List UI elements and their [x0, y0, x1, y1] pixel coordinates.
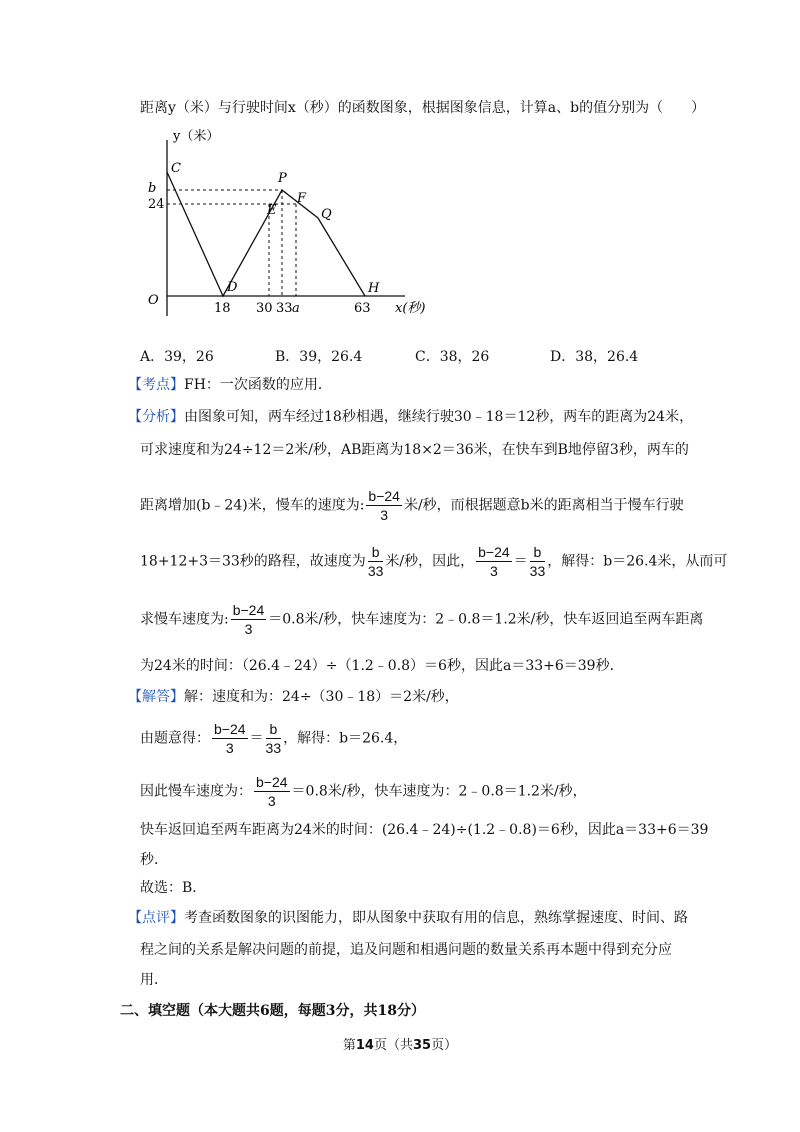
jieda-line-4: 快车返回追至两车距离为24米的时间：(26.4﹣24)÷(1.2﹣0.8)＝6秒，因此a＝33+6＝39: [140, 822, 709, 838]
fenxi-line-5: [140, 601, 703, 638]
jieda-text-3a: 因此慢车速度为：: [140, 783, 252, 800]
footer-mid: 页（共: [373, 1038, 413, 1053]
jieda-tag: 【解答】: [128, 689, 184, 705]
x-tick-a: a: [292, 301, 300, 316]
origin-label: O: [148, 293, 159, 308]
jieda-text-2a: 由题意得：: [140, 730, 210, 747]
point-f: F: [297, 191, 307, 206]
footer-prefix: 第: [342, 1038, 356, 1053]
fraction-b24-over-3: $\frac{b-24}{3}$: [214, 721, 246, 756]
jieda-line-5: 秒．: [140, 852, 168, 868]
jieda-line-1: [128, 687, 459, 707]
jieda-line-3: [140, 773, 587, 810]
fenxi-text-5b: ＝0.8米/秒，快车速度为：2﹣0.8＝1.2米/秒，快车返回追至两车距离: [268, 611, 704, 628]
fenxi-text-4d: ，解得：b＝26.4米，从而可: [547, 553, 728, 570]
fenxi-line-3: [140, 487, 684, 524]
x-tick-18: 18: [214, 301, 231, 316]
jieda-text-1: 解：速度和为：24÷（30﹣18）＝2米/秒，: [184, 689, 459, 705]
x-tick-33: 33: [276, 301, 293, 316]
fenxi-text-5a: 求慢车速度为:: [140, 611, 229, 628]
dianping-tag: 【点评】: [128, 910, 184, 926]
y-tick-b: b: [148, 181, 157, 196]
jieda-text-2c: ，解得：b＝26.4，: [283, 730, 408, 747]
fraction-b-over-33: $\frac{b}{33}$: [265, 721, 282, 756]
dianping-text-1: 考查函数图象的识图能力，即从图象中获取有用的信息，熟练掌握速度、时间、路: [184, 910, 688, 926]
fraction-b24-over-3: $\frac{b-24}{3}$: [232, 602, 265, 637]
kaodian-line: [128, 375, 332, 395]
x-tick-63: 63: [354, 301, 371, 316]
option-a: A．39，26: [140, 349, 214, 365]
jieda-line-2: [140, 720, 407, 757]
fenxi-text-1: 由图象可知，两车经过18秒相遇，继续行驶30﹣18＝12秒，两车的距离为24米，: [184, 409, 694, 425]
fenxi-text-3b: 米/秒，而根据题意b米的距离相当于慢车行驶: [403, 497, 684, 514]
dianping-line-2: 程之间的关系是解决问题的前提，追及问题和相遇问题的数量关系再本题中得到充分应: [140, 942, 672, 958]
point-h: H: [368, 281, 380, 296]
graph-polyline: [167, 172, 365, 296]
point-e: E: [267, 203, 277, 218]
y-axis-label: y（米）: [173, 129, 220, 144]
x-tick-30: 30: [256, 301, 273, 316]
fenxi-line-2: 可求速度和为24÷12＝2米/秒，AB距离为18×2＝36米，在快车到B地停留3秒，两车的: [140, 442, 689, 458]
option-d: D．38，26.4: [550, 349, 639, 365]
option-c: C．38，26: [415, 349, 490, 365]
footer-suffix: 页）: [431, 1038, 458, 1053]
equals-sign: ＝: [513, 553, 528, 570]
fraction-b-over-33: $\frac{b}{33}$: [529, 544, 546, 579]
kaodian-text: FH：一次函数的应用．: [184, 377, 332, 393]
fenxi-tag: 【分析】: [128, 409, 184, 425]
fenxi-line-6: 为24米的时间：（26.4﹣24）÷（1.2﹣0.8）＝6秒，因此a＝33+6＝39秒．: [140, 658, 624, 674]
y-tick-24: 24: [148, 197, 165, 212]
point-c: C: [171, 161, 181, 176]
fraction-b24-over-3: $\frac{b-24}{3}$: [478, 544, 510, 579]
point-p: P: [278, 171, 287, 186]
fenxi-text-4a: 18+12+3＝33秒的路程，故速度为: [140, 553, 366, 570]
kaodian-tag: 【考点】: [128, 377, 184, 393]
equals-sign: ＝: [249, 730, 264, 747]
point-d: D: [227, 280, 238, 295]
jieda-line-6: 故选：B．: [140, 880, 207, 896]
page-footer: [0, 1034, 800, 1053]
fenxi-text-4b: 米/秒，因此，: [385, 553, 475, 570]
fenxi-text-3a: 距离增加(b﹣24)米，慢车的速度为:: [140, 497, 365, 514]
option-b: B．39，26.4: [275, 349, 363, 365]
fraction-b-over-33: $\frac{b}{33}$: [367, 544, 384, 579]
section-title: 二、填空题（本大题共6题，每题3分，共18分）: [120, 1003, 425, 1019]
jieda-text-3b: ＝0.8米/秒，快车速度为：2﹣0.8＝1.2米/秒，: [291, 783, 587, 800]
x-axis-label: x(秒): [395, 301, 426, 316]
point-q: Q: [321, 207, 332, 222]
fenxi-line-1: [128, 407, 693, 427]
dianping-line-1: [128, 908, 688, 928]
footer-page-number: 14: [355, 1038, 374, 1053]
question-stem: 距离y（米）与行驶时间x（秒）的函数图象，根据图象信息，计算a、b的值分别为（ ）: [140, 100, 706, 116]
footer-total-pages: 35: [413, 1038, 432, 1053]
function-graph: [140, 128, 440, 318]
fraction-b24-over-3: $\frac{b-24}{3}$: [256, 774, 288, 809]
fenxi-line-4: [140, 543, 727, 580]
fraction-b24-over-3: $\frac{b-24}{3}$: [368, 488, 400, 523]
dianping-line-3: 用．: [140, 972, 168, 988]
